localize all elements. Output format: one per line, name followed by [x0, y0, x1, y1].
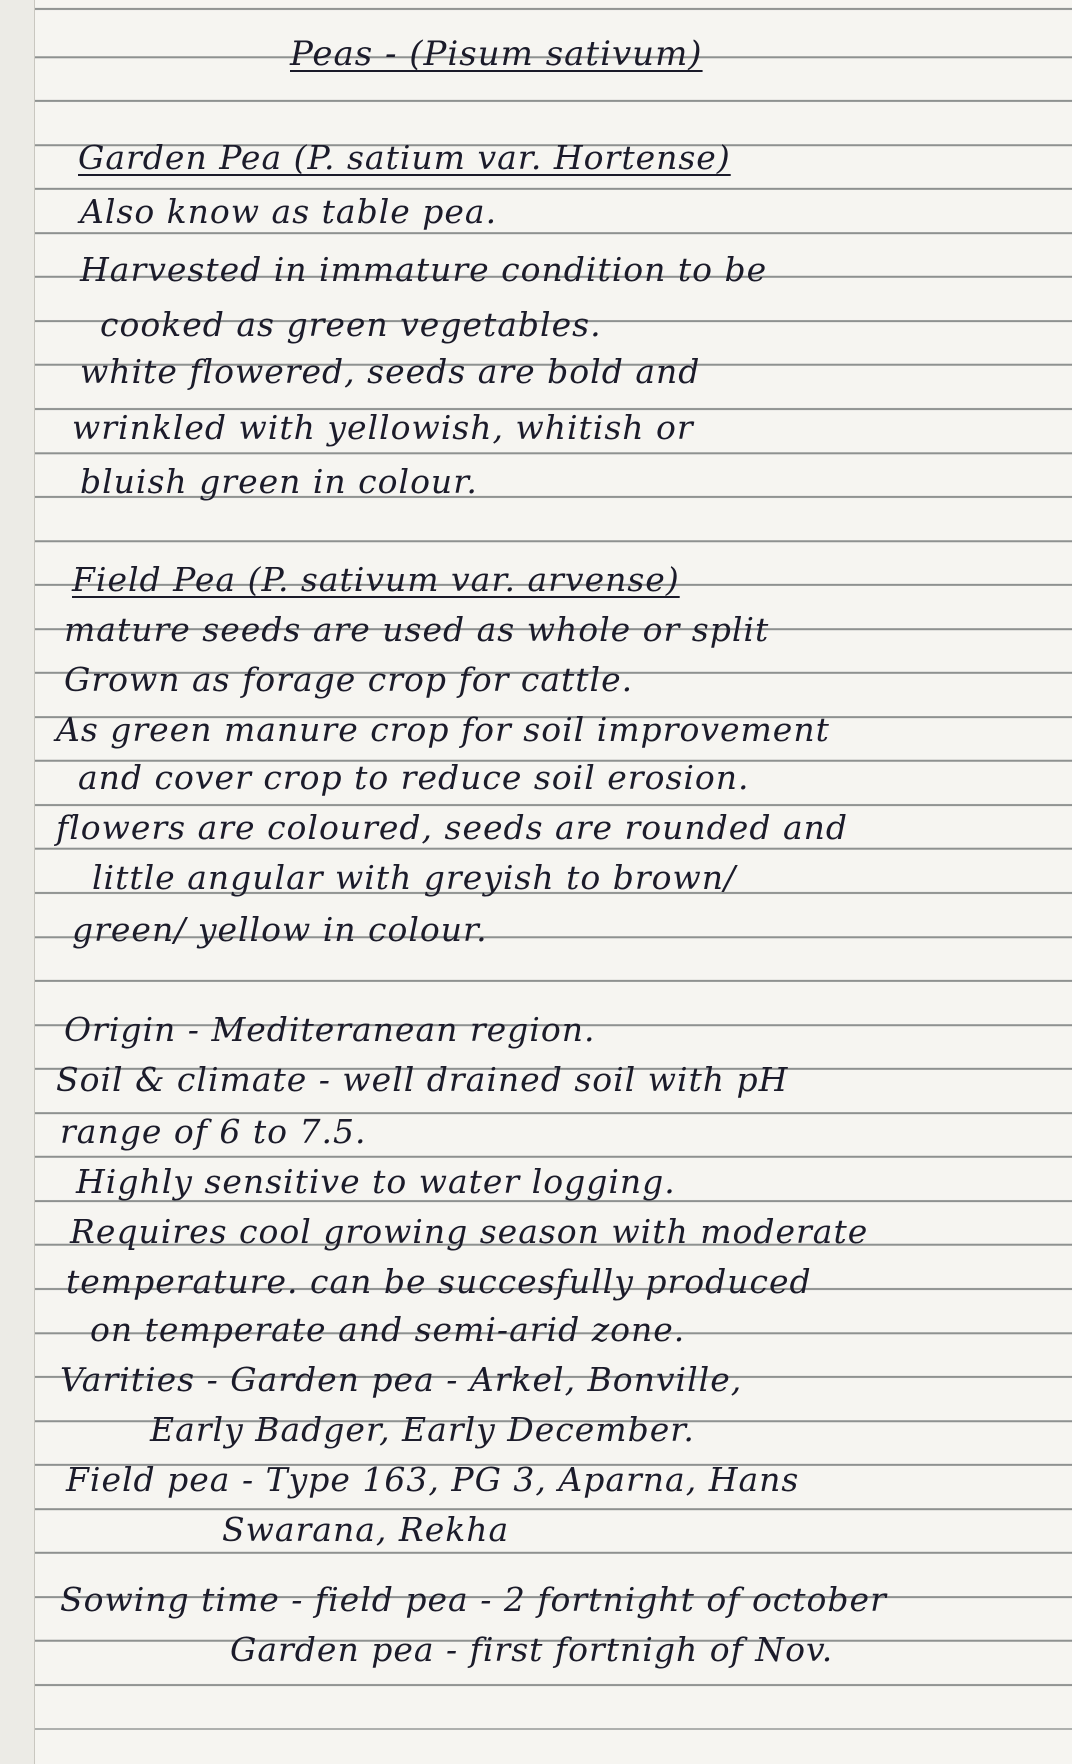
- sowing-time-line: Sowing time - field pea - 2 fortnight of october: [60, 1580, 887, 1619]
- garden-pea-line-5: wrinkled with yellowish, whitish or: [72, 408, 694, 447]
- garden-pea-line-1: Also know as table pea.: [80, 192, 498, 231]
- water-logging-line: Highly sensitive to water logging.: [76, 1162, 676, 1201]
- soil-climate-line: Soil & climate - well drained soil with pH: [56, 1060, 789, 1099]
- field-pea-line-1: mature seeds are used as whole or split: [64, 610, 770, 649]
- garden-pea-line-2: Harvested in immature condition to be: [80, 250, 768, 289]
- field-pea-heading: Field Pea (P. sativum var. arvense): [72, 560, 680, 599]
- page-margin: [0, 0, 35, 1764]
- field-pea-line-7: green/ yellow in colour.: [72, 910, 488, 949]
- zone-line: on temperate and semi-arid zone.: [90, 1310, 686, 1349]
- garden-pea-line-4: white flowered, seeds are bold and: [80, 352, 701, 391]
- field-pea-line-3: As green manure crop for soil improvement: [56, 710, 830, 749]
- growing-season-line: Requires cool growing season with moderate: [70, 1212, 869, 1251]
- sowing-time-line-2: Garden pea - first fortnigh of Nov.: [230, 1630, 834, 1669]
- field-pea-line-6: little angular with greyish to brown/: [92, 858, 737, 897]
- page-title: Peas - (Pisum sativum): [290, 34, 703, 74]
- origin-line: Origin - Mediteranean region.: [64, 1010, 596, 1049]
- field-pea-line-2: Grown as forage crop for cattle.: [64, 660, 634, 699]
- field-pea-line-5: flowers are coloured, seeds are rounded and: [56, 808, 848, 847]
- varieties-garden-line: Varities - Garden pea - Arkel, Bonville,: [60, 1360, 743, 1399]
- garden-pea-line-6: bluish green in colour.: [80, 462, 478, 501]
- varieties-field-line: Field pea - Type 163, PG 3, Aparna, Hans: [66, 1460, 800, 1499]
- ph-range-line: range of 6 to 7.5.: [60, 1112, 367, 1151]
- varieties-field-line-2: Swarana, Rekha: [222, 1510, 510, 1549]
- field-pea-line-4: and cover crop to reduce soil erosion.: [78, 758, 750, 797]
- garden-pea-heading: Garden Pea (P. satium var. Hortense): [78, 138, 731, 177]
- garden-pea-line-3: cooked as green vegetables.: [100, 305, 602, 344]
- varieties-garden-line-2: Early Badger, Early December.: [150, 1410, 695, 1449]
- temperature-line: temperature. can be succesfully produced: [66, 1262, 812, 1301]
